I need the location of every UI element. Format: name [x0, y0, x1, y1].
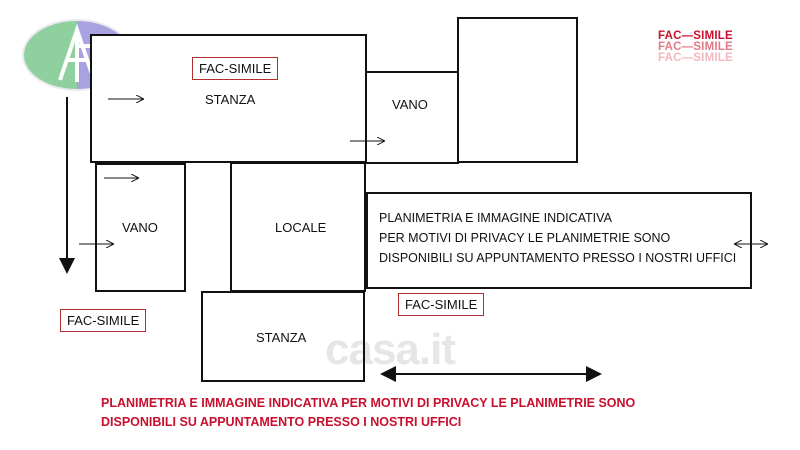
note-line: PLANIMETRIA E IMMAGINE INDICATIVA [379, 211, 612, 225]
label-locale: LOCALE [275, 220, 327, 235]
note-line: DISPONIBILI SU APPUNTAMENTO PRESSO I NOSTRI UFFICI [379, 251, 737, 265]
watermark: casa.it [325, 325, 455, 374]
label-stanza-bottom: STANZA [256, 330, 307, 345]
stamp-line: FAC—SIMILE [658, 30, 733, 42]
fac-simile-top: FAC-SIMILE [192, 57, 278, 80]
stamp-line: FAC—SIMILE [658, 41, 733, 53]
label-vano-top: VANO [392, 97, 428, 112]
fac-simile-left: FAC-SIMILE [60, 309, 146, 332]
label-stanza-top: STANZA [205, 92, 256, 107]
fac-simile-mid: FAC-SIMILE [398, 293, 484, 316]
note-line: PER MOTIVI DI PRIVACY LE PLANIMETRIE SONO [379, 231, 671, 245]
stamp-line: FAC—SIMILE [658, 52, 733, 64]
red-line: DISPONIBILI SU APPUNTAMENTO PRESSO I NOSTRI UFFICI [101, 415, 462, 429]
label-vano-left: VANO [122, 220, 158, 235]
red-line: PLANIMETRIA E IMMAGINE INDICATIVA PER MOTIVI DI PRIVACY LE PLANIMETRIE SONO [101, 396, 636, 410]
